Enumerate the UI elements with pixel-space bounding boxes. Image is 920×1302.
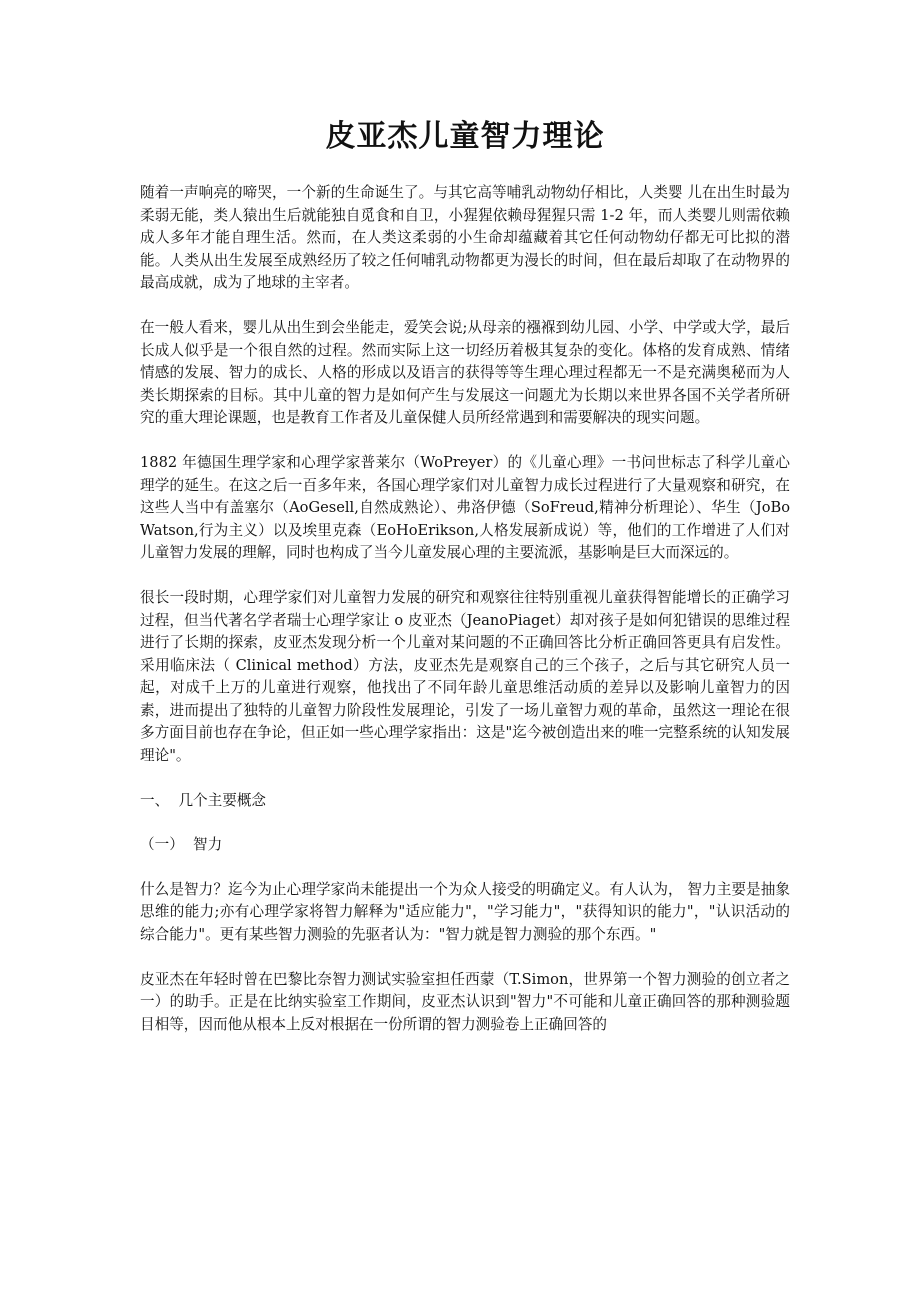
- section-heading: 一、 几个主要概念: [140, 791, 267, 809]
- paragraph-piaget: 很长一段时期，心理学家们对儿童智力发展的研究和观察往往特别重视儿童获得智能增长的正确学习过程，但当代著名学者瑞士心理学家让 o 皮亚杰（JeanoPiaget）却对孩子是如何犯错误的思维过程进行了长期的探索，皮亚杰发现分析一个儿童对某问题的不正确回答比分析正确回答更具有启发性。采用临床法（ Clinical method）方法，皮亚杰先是观察自己的三个孩子，之后与其它研究人员一起，对成千上万的儿童进行观察，他找出了不同年龄儿童思维活动质的差异以及影响儿童智力的因素，进而提出了独特的儿童智力阶段性发展理论，引发了一场儿童智力观的革命，虽然这一理论在很多方面目前也存在争论，但正如一些心理学家指出：这是"迄今被创造出来的唯一完整系统的认知发展理论"。: [140, 588, 790, 765]
- subsection-heading: （一） 智力: [140, 836, 223, 854]
- paragraph-general-view: 在一般人看来，婴儿从出生到会坐能走，爱笑会说;从母亲的襁褓到幼儿园、小学、中学或大学，最后长成人似乎是一个很自然的过程。然而实际上这一切经历着极其复杂的变化。体格的发育成熟、情绪情感的发展、智力的成长、人格的形成以及语言的获得等等生理心理过程都无一不是充满奥秘而为人类长期探索的目标。其中儿童的智力是如何产生与发展这一问题尤为长期以来世界各国不关学者所研究的重大理论课题，也是教育工作者及儿童保健人员所经常遇到和需要解决的现实问题。: [140, 318, 790, 427]
- paragraph-history: 1882 年德国生理学家和心理学家普莱尔（WoPreyer）的《儿童心理》一书问世标志了科学儿童心理学的延生。在这之后一百多年来，各国心理学家们对儿童智力成长过程进行了大量观察和研究，在这些人当中有盖塞尔（AoGesell,自然成熟论）、弗洛伊德（SoFreud,精神分析理论）、华生（JoBoWatson,行为主义）以及埃里克森（EoHoErikson,人格发展新成说）等，他们的工作增进了人们对儿童智力发展的理解，同时也构成了当今儿童发展心理的主要流派，基影响是巨大而深远的。: [140, 453, 790, 562]
- paragraph-intro: 随着一声响亮的啼哭，一个新的生命诞生了。与其它高等哺乳动物幼仔相比，人类婴 儿在出生时最为柔弱无能，类人猿出生后就能独自觅食和自卫，小猩猩依赖母猩猩只需 1-2 年，而人类婴儿则需依赖成人多年才能自理生活。然而，在人类这柔弱的小生命却蕴藏着其它任何动物幼仔都无可比拟的潜能。人类从出生发展至成熟经历了较之任何哺乳动物都更为漫长的时间，但在最后却取了在动物界的最高成就，成为了地球的主宰者。: [140, 184, 790, 292]
- document-page: [140, 112, 790, 1058]
- document-title: 皮亚杰儿童智力理论: [325, 119, 605, 154]
- paragraph-piaget-binet-lab: 皮亚杰在年轻时曾在巴黎比奈智力测试实验室担任西蒙（T.Simon，世界第一个智力测验的创立者之一）的助手。正是在比纳实验室工作期间，皮亚杰认识到"智力"不可能和儿童正确回答的那种测验题目相等，因而他从根本上反对根据在一份所谓的智力测验卷上正确回答的: [140, 970, 790, 1033]
- paragraph-intelligence-definition: 什么是智力？迄今为止心理学家尚未能提出一个为众人接受的明确定义。有人认为， 智力主要是抽象思维的能力;亦有心理学家将智力解释为"适应能力"，"学习能力"，"获得知识的能力"，"认识活动的综合能力"。更有某些智力测验的先驱者认为："智力就是智力测验的那个东西。": [140, 880, 790, 944]
